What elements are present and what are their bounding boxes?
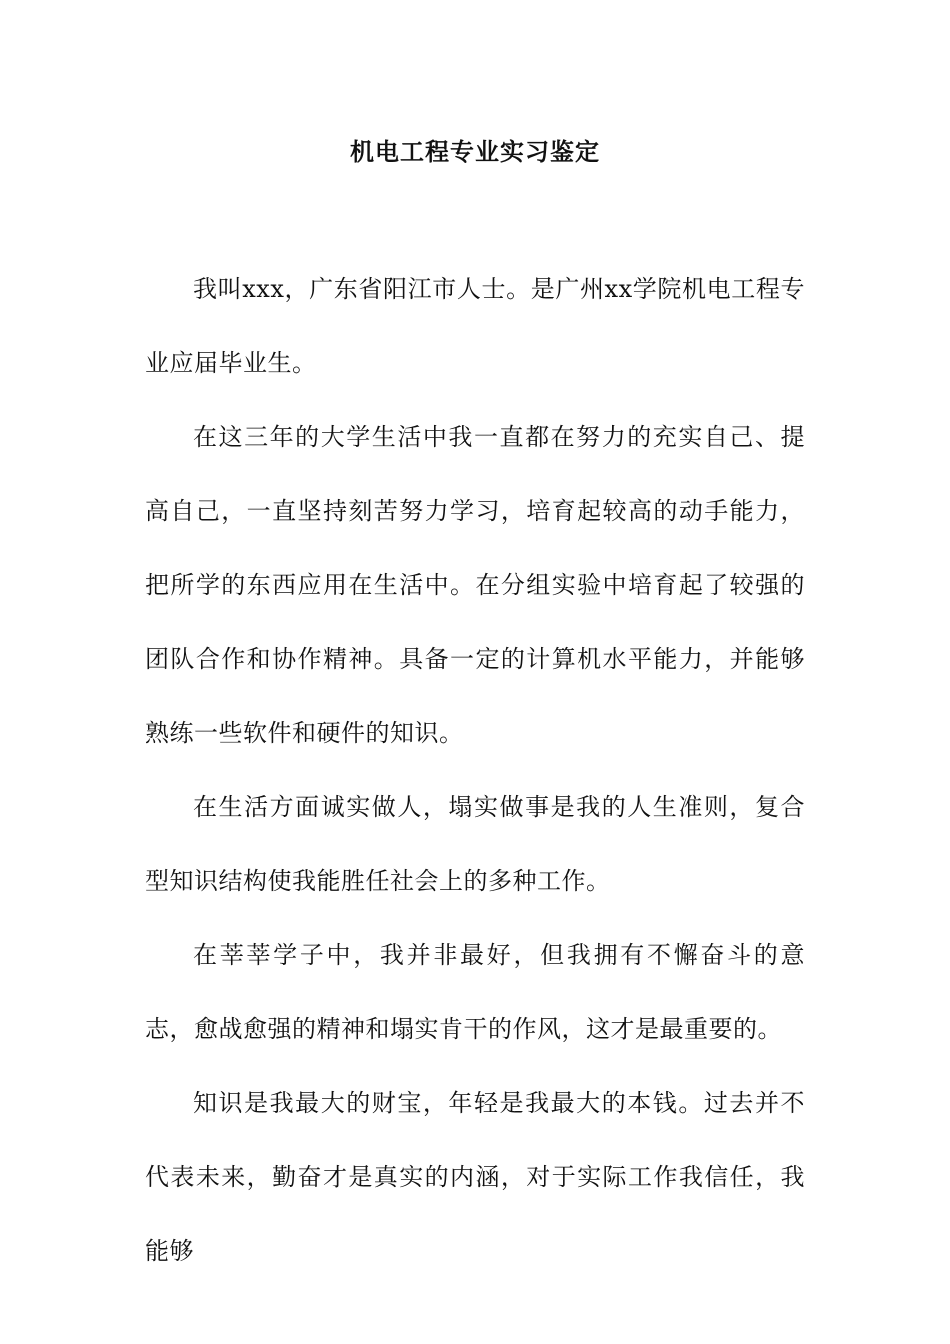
document-title: 机电工程专业实习鉴定: [350, 137, 600, 166]
document-body: [145, 252, 805, 1288]
paragraph-3: 在生活方面诚实做人，塌实做事是我的人生准则，复合型知识结构使我能胜任社会上的多种工作。: [145, 793, 805, 895]
paragraph-2: 在这三年的大学生活中我一直都在努力的充实自己、提高自己，一直坚持刻苦努力学习，培育起较高的动手能力，把所学的东西应用在生活中。在分组实验中培育起了较强的团队合作和协作精神。具备一定的计算机水平能力，并能够熟练一些软件和硬件的知识。: [145, 423, 805, 747]
paragraph-1: 我叫xxx，广东省阳江市人士。是广州xx学院机电工程专业应届毕业生。: [145, 275, 805, 377]
paragraph-5: 知识是我最大的财宝，年轻是我最大的本钱。过去并不代表未来，勤奋才是真实的内涵，对于实际工作我信任，我能够: [145, 1089, 805, 1265]
paragraph-4: 在莘莘学子中，我并非最好，但我拥有不懈奋斗的意志，愈战愈强的精神和塌实肯干的作风，这才是最重要的。: [145, 941, 805, 1043]
